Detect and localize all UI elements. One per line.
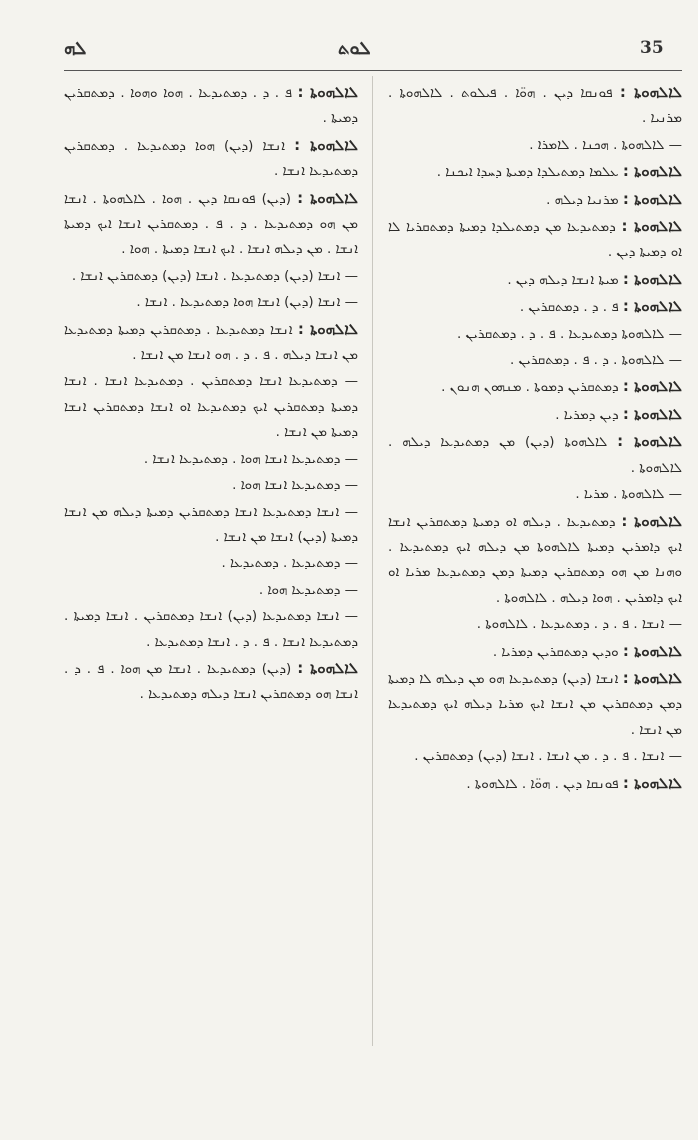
- entry-headword: ܠܐܠܗܘܬܐ :: [622, 189, 682, 208]
- entry-headword: ܠܐܠܗܘܬܐ :: [294, 135, 358, 154]
- left-column: [64, 80, 358, 1080]
- dictionary-entry: [64, 369, 358, 445]
- entry-definition: ܕܡܬܝܕܥܐ . ܕܝܠܗ ܐܘ ܕܡܝܬܐ ܕܡܬܩܪܝܢ ܐܢܫܐ ܐܝܟ ܕܐܡܪܝܢ ܕܡܝܬܐ ܠܐܠܗܘܬܐ ܡܢ ܕܝܠܗ ܐܝܟ ܕܡܬܝܕܥܐ . ܘܗܢܐ ܡܢ ܗܘ ܕܡܬܩܪܝܢ ܕܡܝܬܐ ܕܡܢ ܕܡܬܝܕܥܐ ܡܪܝܐ ܐܘ ܐܝܟ ܕܐܡܪܝܢ . ܗܘܐ ܕܝܠܗ . ܠܐܠܗܘܬܐ .: [388, 514, 682, 606]
- entry-headword: ܠܐܠܗܘܬܐ :: [297, 83, 358, 101]
- dictionary-entry: [388, 429, 682, 481]
- dictionary-entry: [388, 482, 682, 507]
- dictionary-entry: [388, 348, 682, 373]
- dictionary-entry: [388, 612, 682, 637]
- entry-definition: ܡܪܢܝܐ ܕܝܠܗ .: [546, 192, 619, 208]
- dictionary-entry: [388, 214, 682, 266]
- entry-definition: ܘܕܝܢ ܕܡܬܩܪܝܢ ܕܡܪܝܐ .: [492, 644, 619, 660]
- entry-definition: — ܐܢܫܐ (ܕܝܢ) ܕܡܬܝܕܥܐ . ܐܢܫܐ (ܕܝܢ) ܕܡܬܩܪܝܢ ܐܢܫܐ .: [71, 268, 358, 284]
- entry-definition: — ܐܢܫܐ (ܕܝܢ) ܐܢܫܐ ܗܘܐ ܕܡܬܝܕܥܐ . ܐܢܫܐ .: [136, 295, 358, 311]
- entry-headword: ܠܐܠܗܘܬܐ :: [297, 188, 359, 207]
- entry-headword: ܠܐܠܗܘܬܐ :: [622, 668, 682, 687]
- entry-headword: ܠܐܠܗܘܬܐ :: [622, 162, 682, 181]
- dictionary-entry: [388, 159, 682, 185]
- entry-definition: (ܕܝܢ) ܦܘܢܩܐ ܕܝܢ . ܗܘܐ . ܠܐܠܗܘܬܐ . ܐܢܫܐ ܡܢ ܗܘ ܕܡܬܝܕܥܐ . ܕ . ܦ . ܕܡܬܩܪܝܢ ܐܢܫܐ ܐܝܟ ܕܡܝܬܐ ܐܢܫܐ . ܡܢ ܕܝܠܗ ܐܢܫܐ . ܐܝܟ ܐܢܫܐ ܕܡܝܬܐ . ܗܘܐ .: [64, 191, 358, 258]
- entry-definition: ܐܢܫܐ (ܕܝܢ) ܗܘܐ ܕܡܬܝܕܥܐ . ܕܡܬܩܪܝܢ ܕܡܬܝܕܥܐ ܐܢܫܐ .: [64, 138, 358, 180]
- entry-definition: ܠܐܠܗܘܬܐ (ܕܝܢ) ܡܢ ܕܡܬܝܕܥܐ ܕܝܠܗ . ܠܐܠܗܘܬܐ .: [388, 435, 682, 476]
- dictionary-entry: [64, 290, 358, 315]
- dictionary-entry: [64, 578, 358, 603]
- entry-headword: ܠܐܠܗܘܬܐ :: [622, 377, 682, 396]
- entry-definition: ܐܢܫܐ ܕܡܬܝܕܥܐ . ܕܡܬܩܪܝܢ ܕܡܝܬܐ ܕܡܬܝܕܥܐ ܡܢ ܐܢܫܐ ܕܝܠܗ . ܦ . ܕ . ܗܘ ܐܢܫܐ ܡܢ ܐܢܫܐ .: [64, 322, 358, 364]
- entry-definition: — ܐܢܫܐ ܕܡܬܝܕܥܐ ܐܢܫܐ ܕܡܬܩܪܝܢ ܕܡܝܬܐ ܕܝܠܗ ܡܢ ܐܢܫܐ ܕܡܝܬܐ (ܕܝܢ) ܐܢܫܐ ܡܢ ܐܢܫܐ .: [64, 504, 358, 545]
- entry-definition: ܕܡܬܝܕܥܐ ܡܢ ܕܡܬܝܠܕܐ ܕܡܝܬܐ ܕܡܬܩܪܝܐ ܠܐ ܐܘ ܕܡܝܬܐ ܕܝܢ .: [388, 220, 682, 261]
- entry-headword: ܠܐܠܗܘܬܐ :: [297, 658, 359, 677]
- entry-definition: — ܕܡܬܝܕܥܐ ܐܢܫܐ ܗܘܐ . ܕܡܬܝܕܥܐ ܐܢܫܐ .: [143, 451, 358, 467]
- header-rule: [64, 70, 682, 71]
- entry-definition: ܦ . ܕ . ܕܡܬܩܪܝܢ .: [519, 300, 619, 316]
- dictionary-entry: [64, 551, 358, 576]
- entry-definition: ܐܢܫܐ (ܕܝܢ) ܕܡܬܝܕܥܐ ܗܘ ܡܢ ܕܝܠܗ ܠܐ ܕܡܝܬܐ ܕܡܢ ܕܡܬܩܪܝܢ ܡܢ ܐܢܫܐ ܐܝܟ ܡܪܝܐ ܕܝܠܗ ܐܝܟ ܕܡܬܝܕܥܐ ܡܢ ܐܢܫܐ .: [388, 671, 682, 738]
- entry-definition: (ܕܝܢ) ܕܡܬܝܕܥܐ . ܐܢܫܐ ܡܢ ܗܘܐ . ܦ . ܕ . ܐܢܫܐ ܗܘ ܕܡܬܩܪܝܢ ܐܢܫܐ ܕܝܠܗ ܕܡܬܝܕܥܐ .: [64, 661, 358, 703]
- entry-headword: ܠܐܠܗܘܬܐ :: [297, 319, 359, 338]
- dictionary-entry: [388, 187, 682, 213]
- page-number: 35: [640, 38, 664, 58]
- dictionary-entry: [64, 656, 358, 708]
- entry-definition: — ܐܢܫܐ . ܦ . ܕ . ܡܢ ܐܢܫܐ . ܐܢܫܐ (ܕܝܢ) ܕܡܬܩܪܝܢ .: [414, 749, 682, 765]
- entry-definition: — ܐܢܫܐ ܕܡܬܝܕܥܐ (ܕܝܢ) ܐܢܫܐ ܕܡܬܩܪܝܢ . ܐܢܫܐ ܕܡܝܬܐ . ܕܡܬܝܕܥܐ ܐܢܫܐ . ܦ . ܕ . ܐܢܫܐ ܕܡܬܝܕܥܐ .: [64, 609, 358, 650]
- entry-definition: ܦܘܢܩܐ ܕܝܢ . ܗܘ̈ܐ . ܠܐܠܗܘܬܐ .: [466, 776, 619, 792]
- entry-headword: ܠܐܠܗܘܬܐ :: [622, 269, 682, 288]
- dictionary-entry: [388, 771, 682, 797]
- column-divider: [372, 76, 373, 1046]
- entry-definition: ܕܡܬܩܪܝܢ ܕܡܘܬܐ . ܡܢܗܘܢ ܗܢܘܢ .: [441, 380, 619, 396]
- dictionary-entry: [388, 80, 682, 132]
- dictionary-entry: [388, 509, 682, 612]
- dictionary-entry: [388, 267, 682, 293]
- entry-definition: ܦܘܢܩܐ ܕܝܢ . ܗܘ̈ܐ . ܦܝܠܘܬ . ܠܐܠܗܘܬܐ . ܡܪܢܝܐ .: [388, 86, 682, 127]
- dictionary-entry: [388, 744, 682, 769]
- dictionary-entry: [388, 374, 682, 400]
- entry-definition: — ܕܡܬܝܕܥܐ ܐܢܫܐ ܗܘܐ .: [232, 478, 358, 494]
- running-head-left: ܠܗ: [64, 38, 87, 59]
- entry-definition: ܦ . ܕ . ܕܡܬܝܕܥܐ . ܗܘܐ ܘܗܘܐ . ܕܡܬܩܪܝܢ ܕܡܝܬܐ .: [64, 86, 358, 127]
- dictionary-entry: [64, 604, 358, 655]
- entry-definition: — ܕܡܬܝܕܥܐ ܗܘܐ .: [258, 582, 358, 598]
- entry-definition: — ܕܡܬܝܕܥܐ . ܕܡܬܝܕܥܐ .: [221, 556, 358, 572]
- dictionary-entry: [64, 473, 358, 498]
- entry-headword: ܠܐܠܗܘܬܐ :: [622, 404, 682, 423]
- entry-definition: — ܐܢܫܐ . ܦ . ܕ . ܕܡܬܝܕܥܐ . ܠܐܠܗܘܬܐ .: [476, 617, 682, 633]
- entry-definition: — ܠܐܠܗܘܬܐ . ܗܟܢܐ . ܠܐܡܪܐ .: [529, 137, 682, 153]
- dictionary-entry: [388, 322, 682, 347]
- dictionary-entry: [64, 500, 358, 551]
- entry-definition: ܕܝܢ ܕܡܪܝܐ .: [555, 407, 619, 423]
- entry-headword: ܠܐܠܗܘܬܐ :: [622, 773, 682, 792]
- entry-headword: ܠܐܠܗܘܬܐ :: [621, 217, 683, 236]
- entry-definition: — ܠܐܠܗܘܬܐ . ܡܪܝܐ .: [575, 487, 682, 503]
- entry-headword: ܠܐܠܗܘܬܐ :: [621, 511, 682, 530]
- entry-definition: ܡܝܬܐ ܐܢܫܐ ܕܝܠܗ ܕܝܢ .: [507, 272, 619, 288]
- dictionary-entry: [64, 264, 358, 289]
- dictionary-entry: [64, 447, 358, 472]
- entry-headword: ܠܐܠܗܘܬܐ :: [622, 297, 682, 316]
- entry-definition: ܥܠܡܐ ܕܡܬܝܠܕܐ ܕܡܝܬܐ ܕܚܕܐ ܐܝܟܢܐ .: [436, 165, 619, 181]
- entry-headword: ܠܐܠܗܘܬܐ :: [622, 641, 682, 660]
- entry-definition: — ܠܐܠܗܘܬܐ . ܕ . ܦ . ܕܡܬܩܪܝܢ .: [510, 353, 682, 369]
- dictionary-entry: [388, 294, 682, 320]
- dictionary-entry: [64, 186, 358, 263]
- entry-headword: ܠܐܠܗܘܬܐ :: [617, 432, 682, 451]
- dictionary-entry: [64, 80, 358, 132]
- entry-headword: ܠܐܠܗܘܬܐ :: [619, 83, 682, 101]
- dictionary-entry: [64, 317, 358, 369]
- entry-definition: — ܕܡܬܝܕܥܐ ܐܢܫܐ ܕܡܬܩܪܝܢ . ܕܡܬܝܕܥܐ ܐܢܫܐ . ܐܢܫܐ ܕܡܝܬܐ ܕܡܬܩܪܝܢ ܐܝܟ ܕܡܬܝܕܥܐ ܐܘ ܐܢܫܐ ܕܡܬܩܪܝܢ ܐܢܫܐ ܕܡܝܬܐ ܡܢ ܐܢܫܐ .: [64, 374, 358, 441]
- dictionary-entry: [388, 666, 682, 743]
- dictionary-entry: [64, 133, 358, 185]
- running-head-center: ܠܘܬ: [338, 38, 371, 59]
- right-column: [388, 80, 682, 1080]
- dictionary-entry: [388, 639, 682, 665]
- entry-definition: — ܠܐܠܗܘܬܐ ܕܡܬܝܕܥܐ . ܦ . ܕ . ܕܡܬܩܪܝܢ .: [457, 326, 682, 342]
- dictionary-entry: [388, 402, 682, 428]
- dictionary-entry: [388, 133, 682, 158]
